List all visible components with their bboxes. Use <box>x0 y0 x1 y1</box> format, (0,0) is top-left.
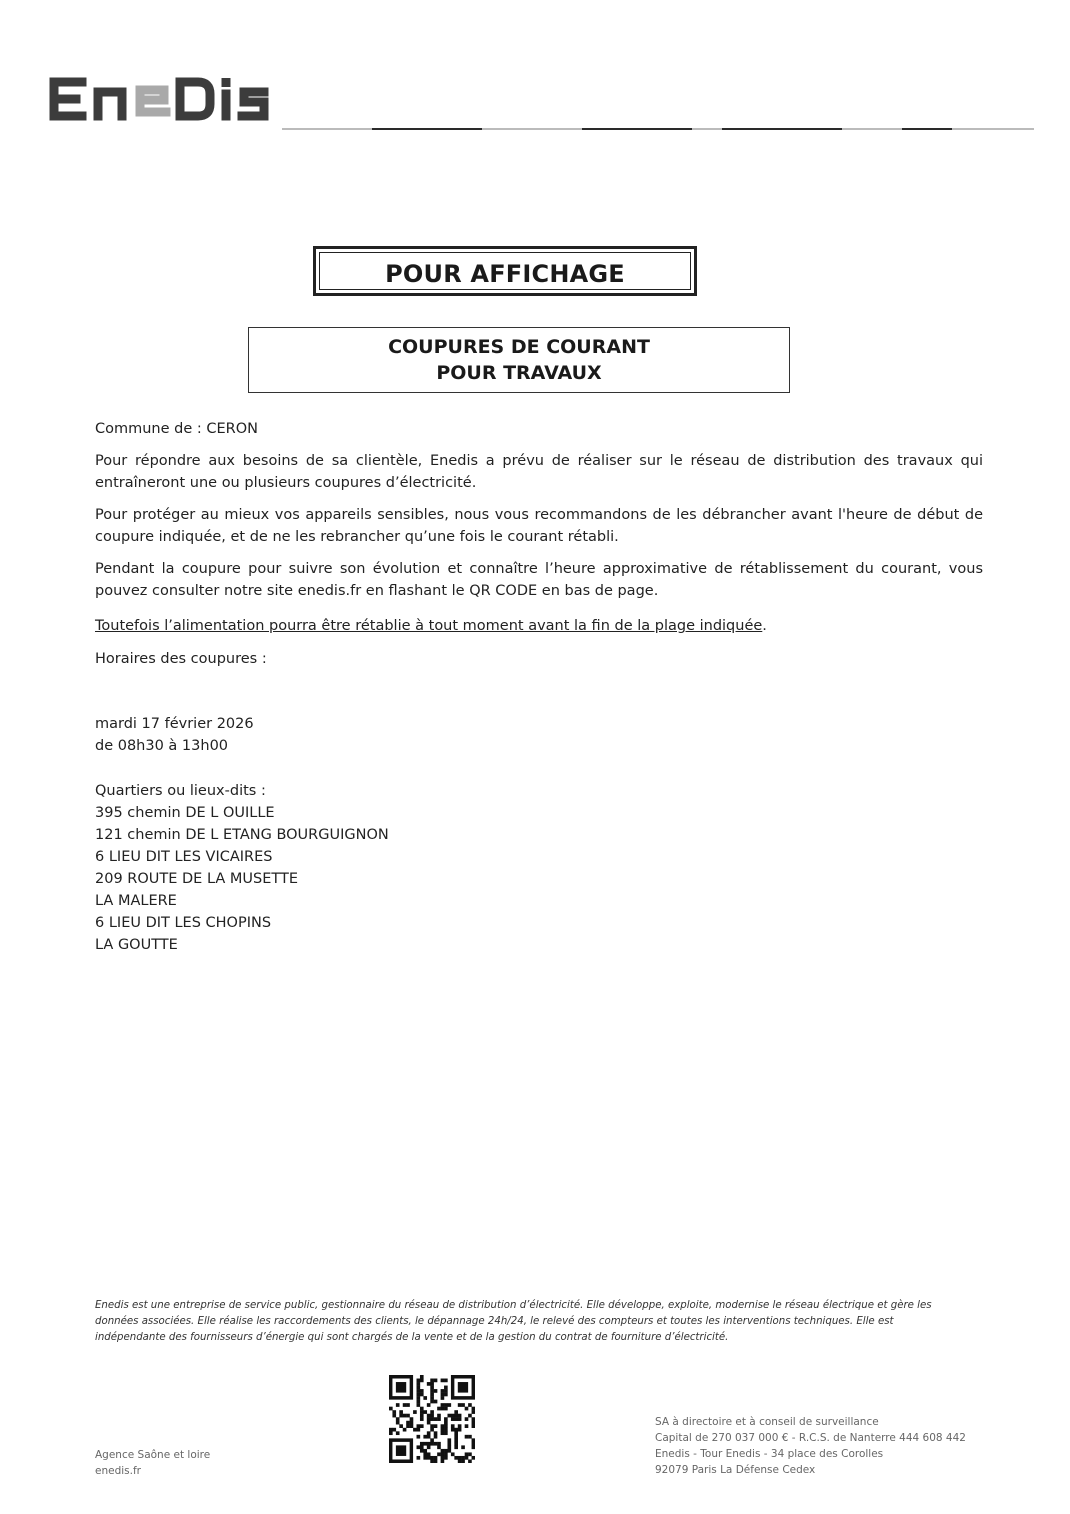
paragraph-website: Pendant la coupure pour suivre son évolution et connaître l’heure approximative de rétablissement du courant, vous pouvez consulter notre site enedis.fr en flashant le QR CODE en bas de page. <box>95 561 983 599</box>
legal-line: Enedis - Tour Enedis - 34 place des Corolles <box>655 1448 884 1460</box>
subtitle-line-1: COUPURES DE COURANT <box>388 336 650 358</box>
agency-website: enedis.fr <box>95 1465 141 1477</box>
legal-line: 92079 Paris La Défense Cedex <box>655 1464 816 1476</box>
enedis-logo <box>46 70 272 126</box>
subtitle-line-2: POUR TRAVAUX <box>436 362 602 384</box>
qr-code-icon[interactable] <box>389 1375 475 1463</box>
header-rule <box>282 116 1034 120</box>
warning-period: . <box>762 618 767 634</box>
enedis-logo-mark <box>46 70 272 126</box>
warning-line <box>95 615 983 637</box>
legal-line: SA à directoire et à conseil de surveillance <box>655 1416 879 1428</box>
place-item: 395 chemin DE L OUILLE <box>95 805 275 821</box>
agency-block <box>95 1447 210 1479</box>
footer-disclaimer: Enedis est une entreprise de service public, gestionnaire du réseau de distribution d’électricité. Elle développe, exploite, modernise le réseau électrique et gère les données associées. Elle réalise les raccordements des clients, le dépannage 24h/24, le relevé des compteurs et toutes les interventions techniques. Elle est indépendante des fournisseurs d’énergie qui sont chargés de la vente et de la gestion du contrat de fourniture d’électricité. <box>95 1300 932 1343</box>
places-label: Quartiers ou lieux-dits : <box>95 783 266 799</box>
outage-time-range: de 08h30 à 13h00 <box>95 738 229 754</box>
warning-text: Toutefois l’alimentation pourra être rétablie à tout moment avant la fin de la plage indiquée <box>95 618 763 634</box>
place-item: LA GOUTTE <box>95 937 178 953</box>
place-item: 121 chemin DE L ETANG BOURGUIGNON <box>95 827 389 843</box>
qr-code-graphic <box>389 1375 475 1463</box>
schedule-label: Horaires des coupures : <box>95 651 267 667</box>
place-item: 6 LIEU DIT LES VICAIRES <box>95 849 273 865</box>
notice-title: POUR AFFICHAGE <box>385 260 625 288</box>
place-item: 6 LIEU DIT LES CHOPINS <box>95 915 272 931</box>
schedule-block <box>95 713 983 757</box>
place-item: LA MALERE <box>95 893 177 909</box>
outage-date: mardi 17 février 2026 <box>95 716 254 732</box>
commune-line: Commune de : CERON <box>95 421 259 437</box>
legal-block <box>655 1414 966 1478</box>
title-box <box>313 246 697 296</box>
agency-name: Agence Saône et loire <box>95 1449 211 1461</box>
place-item: 209 ROUTE DE LA MUSETTE <box>95 871 298 887</box>
subtitle-box <box>248 327 790 393</box>
paragraph-intro: Pour répondre aux besoins de sa clientèle, Enedis a prévu de réaliser sur le réseau de distribution des travaux qui entraîneront une ou plusieurs coupures d’électricité. <box>95 453 983 491</box>
legal-line: Capital de 270 037 000 € - R.C.S. de Nanterre 444 608 442 <box>655 1432 966 1444</box>
places-block <box>95 780 983 956</box>
paragraph-advice: Pour protéger au mieux vos appareils sensibles, nous vous recommandons de les débrancher avant l'heure de début de coupure indiquée, et de ne les rebrancher qu’une fois le courant rétabli. <box>95 507 983 545</box>
